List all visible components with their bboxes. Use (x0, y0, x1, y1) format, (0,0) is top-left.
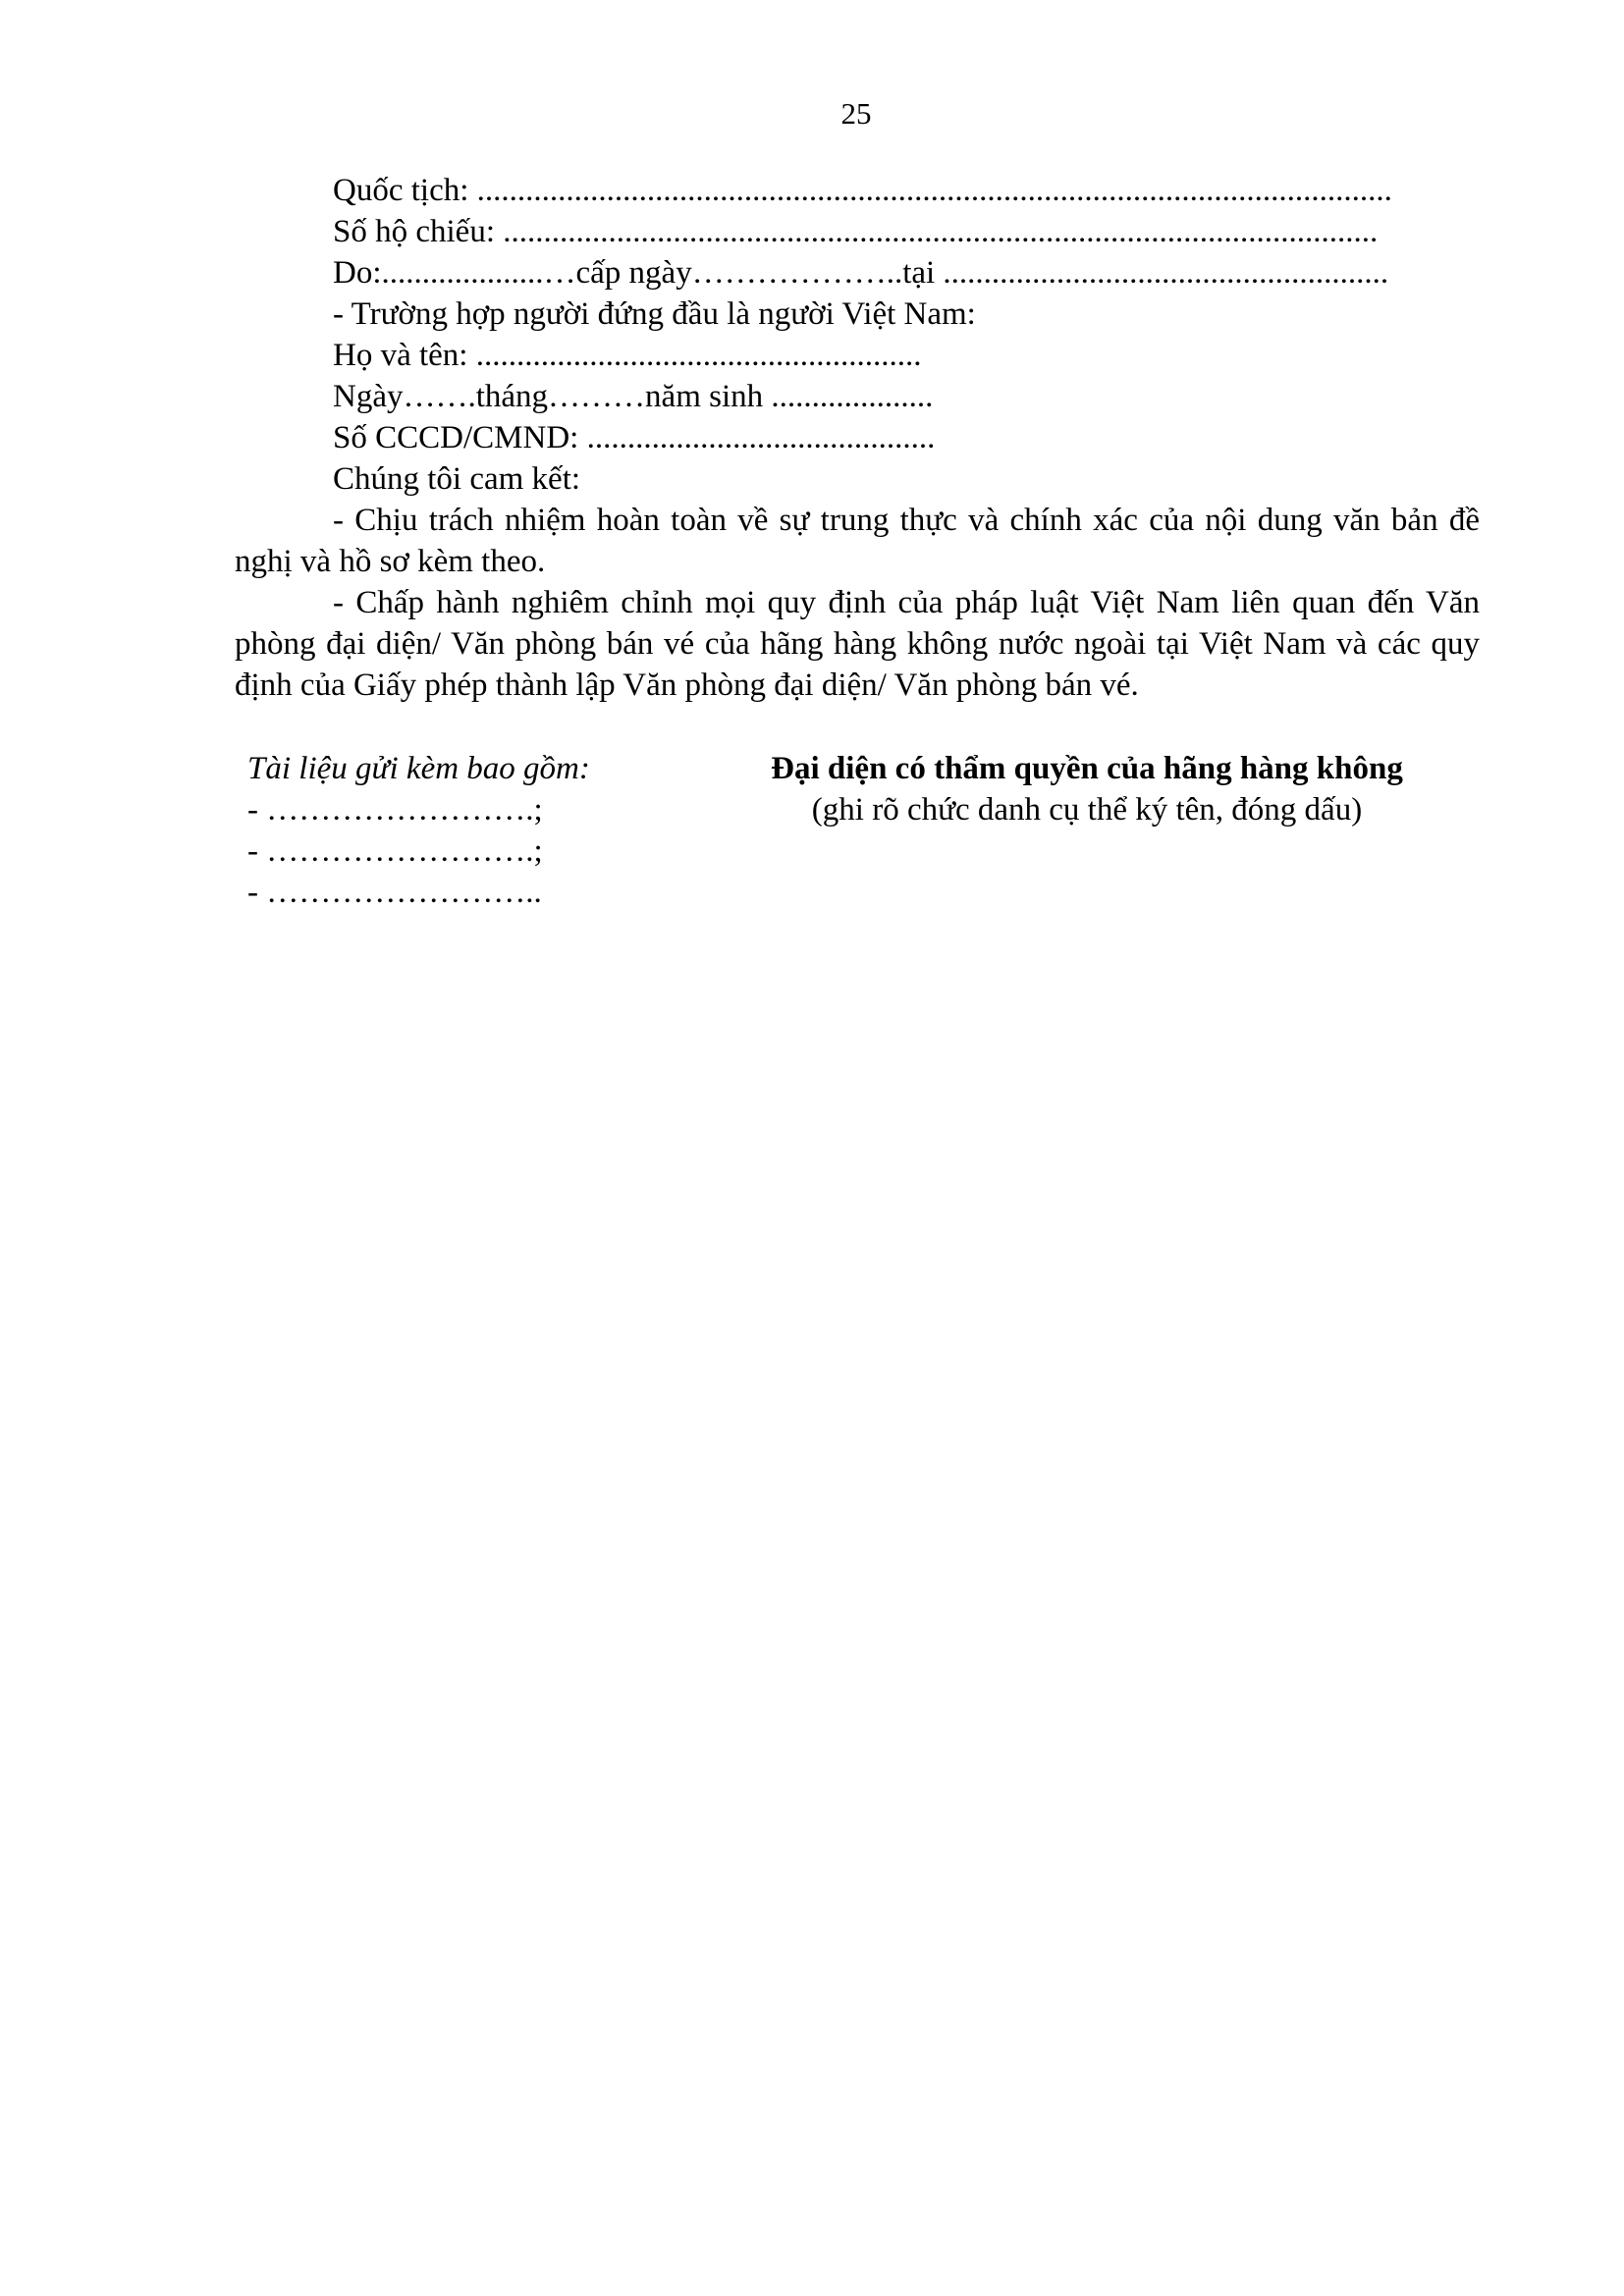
attachments-list (247, 748, 660, 913)
commitment-text: - Chịu trách nhiệm hoàn toàn về sự trung thực và chính xác của nội dung văn bản đề nghị và hồ sơ kèm theo. (235, 503, 1480, 579)
commitment-item (235, 500, 1480, 582)
full-name-field: Họ và tên: ....................................................... (333, 338, 922, 373)
attachment-item: - …………………….; (247, 833, 543, 869)
signature-note: (ghi rõ chức danh cụ thể ký tên, đóng dấu) (811, 792, 1363, 828)
page-number: 25 (840, 96, 872, 131)
commitment-text: - Chấp hành nghiêm chỉnh mọi quy định của pháp luật Việt Nam liên quan đến Văn phòng đại diện/ Văn phòng bán vé của hãng hàng không nước ngoài tại Việt Nam và các quy định của Giấy phép thành lập Văn phòng đại diện/ Văn phòng bán vé. (235, 585, 1480, 703)
nationality-field: Quốc tịch: ................................................................................................................. (333, 173, 1392, 208)
id-number-field: Số CCCD/CMND: ........................................... (333, 420, 936, 455)
commitment-item (235, 582, 1480, 706)
vietnamese-head-case: - Trường hợp người đứng đầu là người Việt Nam: (333, 296, 976, 332)
birth-date-field: Ngày…….tháng………năm sinh .................... (333, 379, 934, 414)
issued-by-field: Do:....................…cấp ngày………………..tại ....................................................... (333, 255, 1389, 291)
attachment-item: - …………………….; (247, 792, 543, 828)
signature-block (714, 748, 1460, 830)
passport-number-field: Số hộ chiếu: ............................................................................................................ (333, 214, 1379, 249)
signature-title: Đại diện có thẩm quyền của hãng hàng không (771, 751, 1403, 786)
form-body (235, 170, 1480, 706)
commitment-heading: Chúng tôi cam kết: (333, 461, 581, 497)
attachment-item: - …………………….. (247, 875, 542, 910)
attachments-heading: Tài liệu gửi kèm bao gồm: (247, 751, 590, 786)
